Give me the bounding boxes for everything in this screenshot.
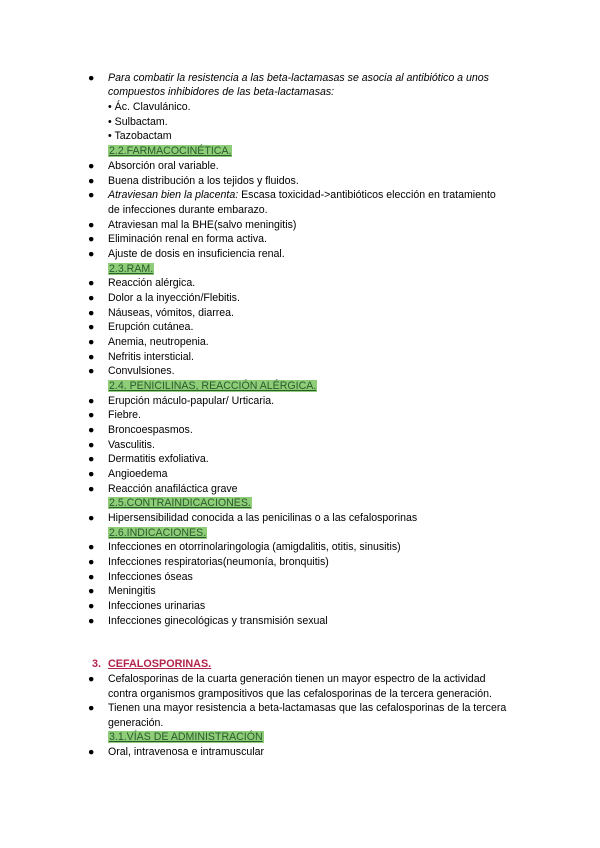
- sub-item: • Tazobactam: [108, 130, 172, 142]
- list-item: ● Vasculitis.: [88, 439, 155, 451]
- list-item: ● Náuseas, vómitos, diarrea.: [88, 307, 235, 319]
- bullet-icon: ●: [88, 512, 95, 524]
- bullet-icon: ●: [88, 585, 95, 597]
- bullet-icon: ●: [88, 175, 95, 187]
- list-item-continuation: de infecciones durante embarazo.: [108, 204, 268, 216]
- list-item: ● Eliminación renal en forma activa.: [88, 233, 267, 245]
- list-item: ● Infecciones urinarias: [88, 600, 206, 612]
- list-item: ● Infecciones respiratorias(neumonía, bronquitis): [88, 556, 329, 568]
- bullet-icon: ●: [88, 468, 95, 480]
- bullet-icon: ●: [88, 292, 95, 304]
- list-item: ● Atraviesan bien la placenta: Escasa toxicidad->antibióticos elección en tratamiento: [88, 189, 496, 201]
- list-item: ● Meningitis: [88, 585, 156, 597]
- list-item: ● Infecciones óseas: [88, 571, 193, 583]
- list-item: ● Para combatir la resistencia a las beta-lactamasas se asocia al antibiótico a unos: [88, 72, 489, 84]
- bullet-icon: ●: [88, 746, 95, 758]
- list-item: ● Buena distribución a los tejidos y fluidos.: [88, 175, 299, 187]
- sub-item: • Ác. Clavulánico.: [108, 101, 191, 113]
- list-item: ● Ajuste de dosis en insuficiencia renal.: [88, 248, 285, 260]
- bullet-icon: ●: [88, 541, 95, 553]
- bullet-icon: ●: [88, 556, 95, 568]
- list-item-continuation: contra organismos grampositivos que las cefalosporinas de la tercera generación.: [108, 688, 492, 700]
- section-heading: 3.1.VÍAS DE ADMINISTRACIÓN: [109, 731, 263, 743]
- chapter-heading: 3. CEFALOSPORINAS.: [92, 658, 212, 670]
- bullet-icon: ●: [88, 673, 95, 685]
- bullet-icon: ●: [88, 277, 95, 289]
- list-item: ● Erupción cutánea.: [88, 321, 194, 333]
- list-item: ● Reacción alérgica.: [88, 277, 196, 289]
- list-item: ● Absorción oral variable.: [88, 160, 219, 172]
- list-item: ● Fiebre.: [88, 409, 141, 421]
- list-item: ● Dolor a la inyección/Flebitis.: [88, 292, 240, 304]
- bullet-icon: ●: [88, 439, 95, 451]
- list-item: ● Infecciones en otorrinolaringologia (amigdalitis, otitis, sinusitis): [88, 541, 401, 553]
- bullet-icon: ●: [88, 219, 95, 231]
- bullet-icon: ●: [88, 571, 95, 583]
- list-item: ● Anemia, neutropenia.: [88, 336, 209, 348]
- list-item: ● Convulsiones.: [88, 365, 175, 377]
- bullet-icon: ●: [88, 483, 95, 495]
- bullet-icon: ●: [88, 189, 95, 201]
- section-heading: 2.4. PENICILINAS, REACCIÓN ALÉRGICA.: [109, 380, 317, 392]
- list-item: ● Atraviesan mal la BHE(salvo meningitis): [88, 219, 297, 231]
- list-item-continuation: generación.: [108, 717, 164, 729]
- bullet-icon: ●: [88, 233, 95, 245]
- bullet-icon: ●: [88, 365, 95, 377]
- bullet-icon: ●: [88, 351, 95, 363]
- bullet-icon: ●: [88, 160, 95, 172]
- bullet-icon: ●: [88, 72, 95, 84]
- sub-item: • Sulbactam.: [108, 116, 168, 128]
- list-item: ● Reacción anafiláctica grave: [88, 483, 238, 495]
- list-item: ● Hipersensibilidad conocida a las penicilinas o a las cefalosporinas: [88, 512, 418, 524]
- bullet-icon: ●: [88, 453, 95, 465]
- list-item: ● Infecciones ginecológicas y transmisión sexual: [88, 615, 328, 627]
- bullet-icon: ●: [88, 615, 95, 627]
- bullet-icon: ●: [88, 409, 95, 421]
- list-item: ● Tienen una mayor resistencia a beta-lactamasas que las cefalosporinas de la tercera: [88, 702, 507, 714]
- list-item: ● Erupción máculo-papular/ Urticaria.: [88, 395, 275, 407]
- bullet-icon: ●: [88, 424, 95, 436]
- list-item: ● Angioedema: [88, 468, 168, 480]
- bullet-icon: ●: [88, 395, 95, 407]
- bullet-icon: ●: [88, 321, 95, 333]
- list-item: ● Cefalosporinas de la cuarta generación tienen un mayor espectro de la actividad: [88, 673, 486, 685]
- list-item: ● Dermatitis exfoliativa.: [88, 453, 209, 465]
- section-heading: 2.3.RAM.: [109, 263, 154, 275]
- bullet-icon: ●: [88, 248, 95, 260]
- section-heading: 2.5.CONTRAINDICACIONES.: [109, 497, 251, 509]
- list-item: ● Broncoespasmos.: [88, 424, 193, 436]
- bullet-icon: ●: [88, 336, 95, 348]
- bullet-icon: ●: [88, 307, 95, 319]
- list-item: ● Oral, intravenosa e intramuscular: [88, 746, 265, 758]
- list-item: ● Nefritis intersticial.: [88, 351, 194, 363]
- bullet-icon: ●: [88, 702, 95, 714]
- section-heading: 2.2.FARMACOCINÉTICA.: [109, 145, 232, 157]
- list-item-continuation: compuestos inhibidores de las beta-lactamasas:: [108, 86, 335, 98]
- bullet-icon: ●: [88, 600, 95, 612]
- section-heading: 2.6.INDICACIONES.: [109, 527, 207, 539]
